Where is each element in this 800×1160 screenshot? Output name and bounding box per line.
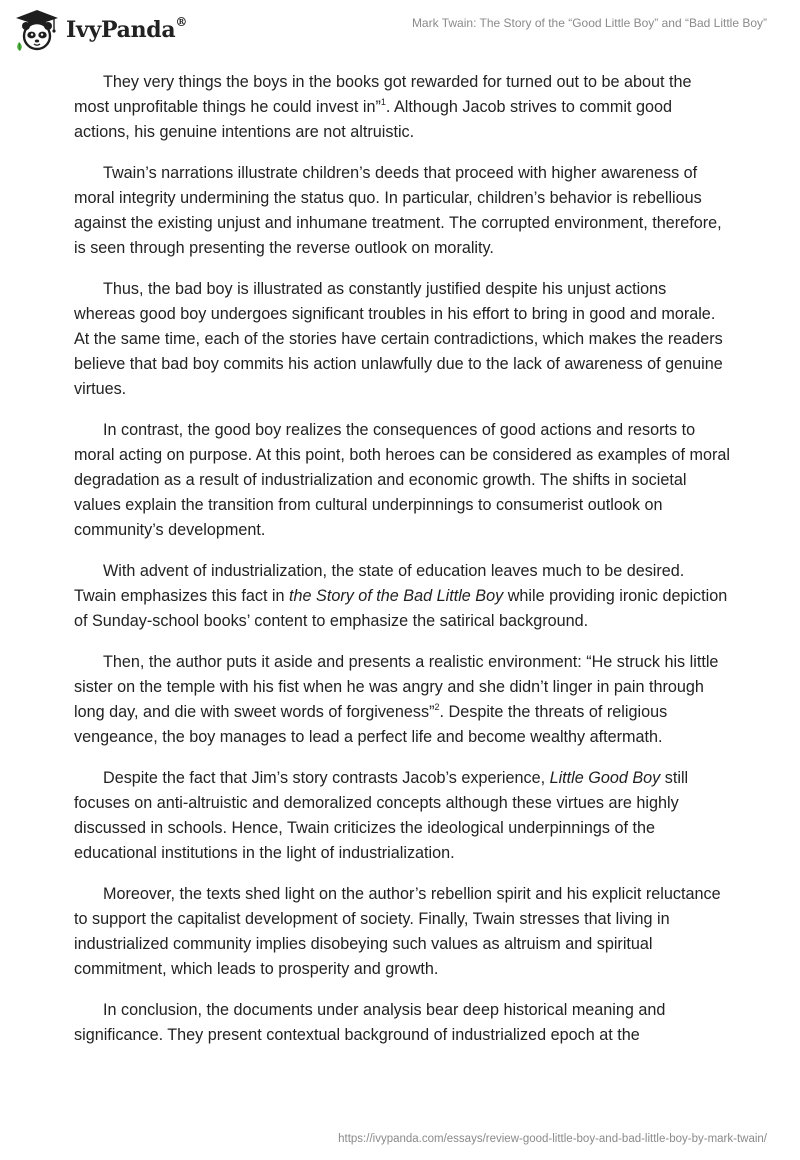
paragraph-text: Then, the author puts it aside and presents a realistic environment: “He struck his little sister on the temple with his fist when he was angry and she didn’t linger in pain through long day, and die with sweet words of forgiveness” [74,653,719,721]
footnote-ref[interactable]: 2 [434,701,440,712]
page-header [0,0,800,60]
panda-graduation-cap-icon [14,8,60,52]
paragraph [74,70,730,145]
italic-title: Little Good Boy [549,769,661,787]
paragraph [74,998,730,1048]
paragraph-text: still focuses on anti-altruistic and demoralized concepts although these virtues are highly discussed in schools. Hence, Twain criticizes the ideological underpinnings of the educational institutions in the light of industrialization. [74,769,689,862]
paragraph [74,882,730,982]
source-url[interactable]: https://ivypanda.com/essays/review-good-little-boy-and-bad-little-boy-by-mark-twain/ [338,1133,767,1145]
footnote-ref[interactable]: 1 [380,96,386,107]
essay-body [74,70,730,1064]
paragraph-text: They very things the boys in the books got rewarded for turned out to be about the most unprofitable things he could invest in” [74,73,692,116]
paragraph-text: . Although Jacob strives to commit good actions, his genuine intentions are not altruistic. [74,98,672,141]
paragraph-text: Thus, the bad boy is illustrated as constantly justified despite his unjust actions whereas good boy undergoes significant troubles in his effort to bring in good and morale. At the same time, each of the stories have certain contradictions, which makes the readers believe that bad boy commits his action unlawfully due to the lack of awareness of genuine virtues. [74,280,723,398]
paragraph-text: Twain’s narrations illustrate children’s deeds that proceed with higher awareness of moral integrity undermining the status quo. In particular, children’s behavior is rebellious against the existing unjust and inhumane treatment. The corrupted environment, therefore, is seen through presenting the reverse outlook on morality. [74,164,722,257]
paragraph [74,161,730,261]
paragraph-text: In contrast, the good boy realizes the consequences of good actions and resorts to moral acting on purpose. At this point, both heroes can be considered as examples of moral degradation as a result of industrialization and economic growth. The shifts in societal values explain the transition from cultural underpinnings to consumerist outlook on community’s development. [74,421,730,539]
paragraph-text: while providing ironic depiction of Sunday-school books’ content to emphasize the satirical background. [74,587,728,630]
logo-name: IvyPanda [66,17,176,43]
ivypanda-logo[interactable] [14,8,187,52]
paragraph [74,277,730,402]
paragraph-text: . Despite the threats of religious vengeance, the boy manages to lead a perfect life and become wealthy aftermath. [74,703,668,746]
paragraph-text: Despite the fact that Jim’s story contrasts Jacob’s experience, [103,769,550,787]
registered-mark: ® [175,15,188,29]
italic-title: the Story of the Bad Little Boy [289,587,504,605]
paragraph [74,418,730,543]
logo-wordmark [66,17,187,43]
document-title: Mark Twain: The Story of the “Good Little Boy” and “Bad Little Boy” [411,16,767,30]
paragraph-text: In conclusion, the documents under analysis bear deep historical meaning and significance. They present contextual background of industrialized epoch at the [74,1001,666,1044]
paragraph-text: With advent of industrialization, the state of education leaves much to be desired. Twain emphasizes this fact in [74,562,685,605]
paragraph [74,559,730,634]
paragraph [74,650,730,750]
paragraph [74,766,730,866]
paragraph-text: Moreover, the texts shed light on the author’s rebellion spirit and his explicit reluctance to support the capitalist development of society. Finally, Twain stresses that living in industrialized community implies disobeying such values as altruism and spiritual commitment, which leads to prosperity and growth. [74,885,721,978]
